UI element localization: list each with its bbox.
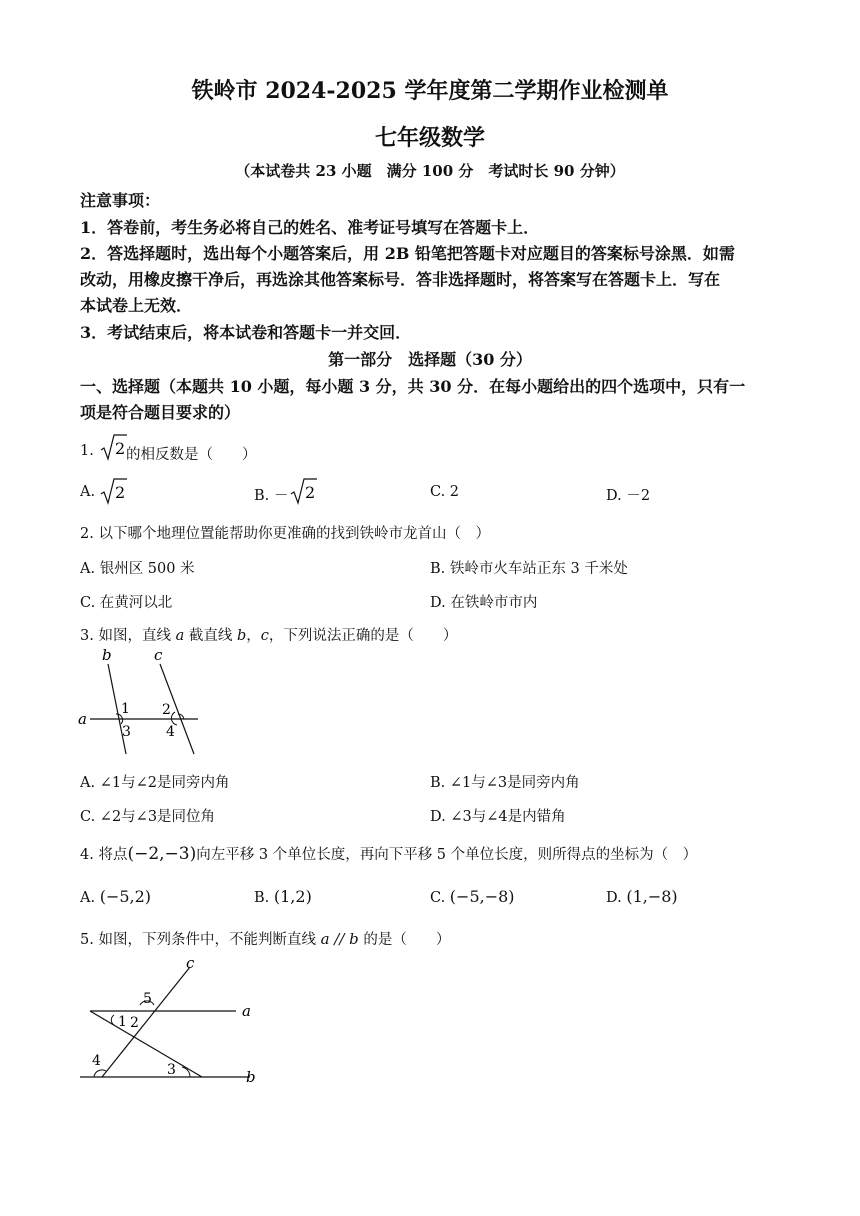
q4-stem-part-2: 向左平移 3 个单位长度，再向下平移 5 个单位长度，则所得点的坐标为（ ） (196, 847, 698, 863)
q3-option-d: D. ∠3与∠4是内错角 (430, 809, 566, 825)
q1-option-c: C. 2 (430, 484, 460, 500)
exam-title: 铁岭市 2024-2025 学年度第二学期作业检测单 (191, 78, 669, 104)
q1-radicand: 2 (115, 439, 126, 458)
note-item-2-line-2: 改动，用橡皮擦干净后，再选涂其他答案标号．答非选择题时，将答案写在答题卡上．写在 (80, 270, 721, 289)
q3-stem-part-1: 3. 如图，直线 (80, 628, 171, 644)
fig-angle-3: 3 (122, 724, 131, 740)
note-item-1: 1．答卷前，考生务必将自己的姓名、准考证号填写在答题卡上． (80, 218, 540, 237)
note-item-2-line-3: 本试卷上无效． (80, 296, 193, 315)
sqrt-icon (290, 476, 318, 506)
fig-angle-1: 1 (118, 1014, 127, 1030)
q3-stem-part-2: 截直线 (188, 628, 233, 644)
q5-diagram (72, 955, 272, 1090)
q4-stem-part-1: 4. 将点 (80, 847, 128, 863)
q1-sqrt (100, 432, 128, 466)
q5-stem (80, 928, 450, 949)
q4-option-c-label: C. (430, 890, 446, 906)
q4-option-d (606, 887, 678, 906)
note-item-3: 3．考试结束后，将本试卷和答题卡一并交回． (80, 323, 412, 342)
q1-option-d: D. －2 (606, 488, 651, 504)
q1-stem: 的相反数是（ ） (126, 447, 257, 463)
sqrt-icon (100, 432, 128, 462)
q3-stem-part-3: ，下列说法正确的是（ ） (268, 628, 458, 644)
q3-var-c: c (260, 628, 269, 644)
q2-option-a: A. 银州区 500 米 (80, 561, 195, 577)
q2-option-d: D. 在铁岭市市内 (430, 595, 538, 611)
notes-heading: 注意事项： (80, 191, 161, 210)
sqrt-icon (100, 476, 128, 506)
q2-option-c: C. 在黄河以北 (80, 595, 173, 611)
exam-subject: 七年级数学 (374, 125, 485, 151)
q5-expr: a // b (320, 930, 359, 948)
fig-angle-1: 1 (121, 701, 130, 717)
fig-label-a: a (78, 710, 87, 728)
q4-option-d-label: D. (606, 890, 622, 906)
q4-point: (−2,−3) (127, 844, 197, 864)
q3-sep: ， (246, 628, 261, 644)
fig-label-b: b (102, 648, 112, 664)
fig-label-c: c (186, 955, 195, 972)
q3-option-b: B. ∠1与∠3是同旁内角 (430, 775, 580, 791)
q5-figure (72, 955, 272, 1094)
q1-option-b-sqrt (290, 476, 318, 510)
part1-intro-line-1: 一、选择题（本题共 10 小题，每小题 3 分，共 30 分．在每小题给出的四个选项中，只有一 (80, 377, 746, 396)
transversal (90, 1011, 202, 1077)
line-c (102, 967, 190, 1077)
q3-var-a: a (175, 628, 185, 644)
fig-angle-4: 4 (92, 1053, 101, 1069)
part1-intro-line-2: 项是符合题目要求的） (80, 403, 241, 422)
q3-option-a: A. ∠1与∠2是同旁内角 (80, 775, 230, 791)
q4-option-c (430, 887, 515, 906)
fig-angle-2: 2 (130, 1015, 139, 1031)
angle-arc (182, 1067, 190, 1077)
q4-option-d-value: (1,−8) (626, 887, 678, 906)
q4-option-b-value: (1,2) (273, 887, 312, 906)
q2-option-b: B. 铁岭市火车站正东 3 千米处 (430, 561, 628, 577)
q3-stem (80, 624, 457, 645)
fig-angle-4: 4 (166, 724, 175, 740)
exam-info: （本试卷共 23 小题 满分 100 分 考试时长 90 分钟） (235, 162, 625, 180)
q1-number: 1. (80, 443, 94, 459)
q5-stem-part-1: 5. 如图，下列条件中，不能判断直线 (80, 932, 316, 948)
fig-angle-5: 5 (143, 991, 152, 1007)
q4-option-b (254, 887, 312, 906)
note-item-2-line-1: 2．答选择题时，选出每个小题答案后，用 2B 铅笔把答题卡对应题目的答案标号涂黑．如需 (80, 244, 735, 263)
q3-var-b: b (236, 628, 247, 644)
q5-stem-part-2: 的是（ ） (363, 932, 451, 948)
fig-label-b: b (246, 1068, 256, 1086)
q1-option-b-radicand: 2 (305, 483, 316, 502)
fig-label-c: c (154, 648, 163, 664)
fig-label-a: a (242, 1002, 251, 1020)
q2-stem: 2. 以下哪个地理位置能帮助你更准确的找到铁岭市龙首山（ ） (80, 526, 490, 542)
q1-option-a-sqrt (100, 476, 128, 510)
q1-option-a-label: A. (80, 484, 96, 500)
q3-figure (74, 648, 214, 767)
fig-angle-3: 3 (167, 1062, 176, 1078)
q4-option-a-label: A. (80, 890, 96, 906)
q1-option-b-label: B. － (254, 488, 289, 504)
q4-stem (80, 843, 697, 864)
q1-option-a-radicand: 2 (115, 483, 126, 502)
q4-option-c-value: (−5,−8) (449, 887, 515, 906)
part1-heading: 第一部分 选择题（30 分） (328, 350, 532, 369)
q4-option-a-value: (−5,2) (99, 887, 152, 906)
q3-option-c: C. ∠2与∠3是同位角 (80, 809, 216, 825)
q4-option-a (80, 887, 151, 906)
q4-option-b-label: B. (254, 890, 270, 906)
q3-diagram (74, 648, 214, 763)
fig-angle-2: 2 (162, 702, 171, 718)
